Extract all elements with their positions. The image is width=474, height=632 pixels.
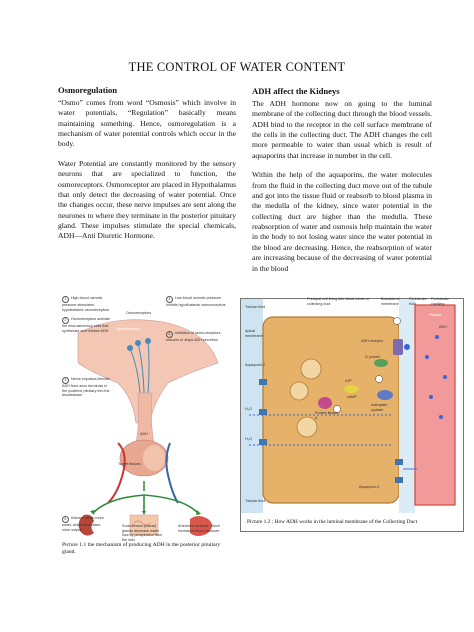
collecting-duct-illustration	[241, 299, 463, 513]
label-text: Low blood osmotic pressure inhibits hypothalamic osmoreceptors	[166, 296, 226, 307]
label-text: Osmoreceptors activate the neurosecretory cells that synthesize and release ADH	[62, 317, 110, 333]
section-heading-osmoregulation: Osmoregulation	[58, 85, 118, 95]
left-column	[58, 85, 236, 242]
step-4-label: 4 Low blood osmotic pressure inhibits hypothalamic osmoreceptors	[166, 296, 226, 307]
right-column	[252, 86, 432, 274]
step-1-label: 1 High blood osmotic pressure stimulates hypothalamic osmoreceptors	[62, 296, 110, 312]
g-protein-label: G protein	[365, 355, 381, 359]
atp-label: ATP	[345, 379, 352, 383]
page-title: THE CONTROL OF WATER CONTENT	[128, 60, 346, 74]
label-text: Kidneys retain more water, which decreases urine output	[62, 516, 104, 532]
h2o-label: H₂O	[245, 407, 252, 411]
arterioles-label: Arterioles constrict, which increases blood pressure	[178, 524, 220, 533]
peritubular-fluid-label: Peritubular fluid	[409, 297, 427, 306]
tubular-fluid-label: Tubular fluid	[245, 499, 266, 503]
protein-kinase-label: Protein kinase A	[315, 411, 339, 420]
tubular-fluid-top-label: Tubular fluid	[245, 305, 266, 309]
aquaporin-3-label: Aquaporin-3	[359, 485, 380, 489]
label-text: High blood osmotic pressure stimulates hypothalamic osmoreceptors	[62, 296, 110, 312]
adenylate-cyclase-label: Adenylate cyclase	[371, 403, 388, 412]
target-tissues-label: Target tissues	[118, 462, 141, 466]
adh-label: ADH	[439, 325, 447, 329]
label-text: Nerve impulses liberate ADH from axon terminals in the posterior pituitary into the bloodstream	[62, 377, 110, 398]
label-text: Inhibition of osmo-receptors reduces or stops ADH secretion	[166, 331, 221, 342]
step-5-label: 5 Inhibition of osmo-receptors reduces or stops ADH secretion	[166, 331, 221, 342]
principal-cell-label: Principal cell lining late distal tubule or collecting duct	[307, 297, 370, 306]
adh-label: ADH	[140, 432, 148, 436]
figure-adh-collecting-duct	[240, 298, 464, 532]
section-heading-adh: ADH affect the Kidneys	[252, 86, 340, 96]
paragraph: Within the help of the aquaporins, the water molecules from the fluid in the collecting duct move out of the tubule and got into the tissue fluid or reabsorb to blood plasma in the medulla of the kidney, since water potential in the collecting duct are higher than the medulla. These reabsorption of water and osmosis help maintain the water in the body to not losing water since the water potential in the blood are decreasing. Hence, the reabsorption of water are increasing because of the decreasing of water potential in the blood	[252, 170, 432, 273]
camp-label: cAMP	[347, 395, 357, 399]
adh-receptor-label: ADH receptor	[361, 339, 384, 343]
osmoreceptors-label: Osmoreceptors	[126, 311, 152, 315]
peritubular-capillary-label: Peritubular capillary	[431, 297, 449, 306]
figure-2-caption: Picture 1.2 : How ADH works in the luminal membrane of the Collecting Duct	[247, 519, 418, 525]
figure-adh-production	[58, 293, 236, 563]
figure-1-caption: Picture 1.1 the mechanism of producing ADH in the posterior pituitary gland.	[62, 542, 221, 556]
paragraph: The ADH hormone now on going to the luminal membrane of the collecting duct through the blood vessels. ADH bind to the receptor in the cell surface membrane of the cells in the collecting duct. The ADH changes the cell more permeable to water than usual which is result of aquaporins that increase in number in the cell.	[252, 98, 432, 160]
h2o-label: H₂O	[245, 437, 252, 441]
basolateral-label: Basolateral membrane	[381, 297, 400, 306]
sweat-glands-label: Sudoriferous (sweat) glands decrease water loss by perspiration from the skin	[122, 524, 163, 542]
hypothalamus-label: Hypothalamus	[116, 327, 140, 331]
aquaporin-2-label: Aquaporin-2	[245, 363, 266, 367]
paragraph: “Osmo” comes from word “Osmosis” which involve in water potentials, “Regulation” basically means maintaining something. Hence, osmoregulation is a mechanism of water potential controls which occur in the body.	[58, 97, 236, 149]
step-3-label: 3 Nerve impulses liberate ADH from axon terminals in the posterior pituitary into the bloodstream	[62, 377, 110, 398]
step-2-label: 2 Osmoreceptors activate the neurosecretory cells that synthesize and release ADH	[62, 317, 110, 333]
paragraph: Water Potential are constantly monitored by the sensory neurons that are specialized to function, the osmoreceptors. Osmoreceptor are placed in Hypothalamus that only detect the decreasing of water potential. Once the changes occur, these nerve impulses are sent along the neurones to where they terminate in the posterior pituitary gland. These impulses stimulate the special chemicals, ADH—Anti Diuretic Hormone.	[58, 158, 236, 241]
kidneys-label: 6 Kidneys retain more water, which decreases urine output	[62, 516, 104, 532]
apical-membrane-label: Apical membrane	[245, 329, 263, 338]
plasma-label: Plasma	[429, 313, 442, 317]
